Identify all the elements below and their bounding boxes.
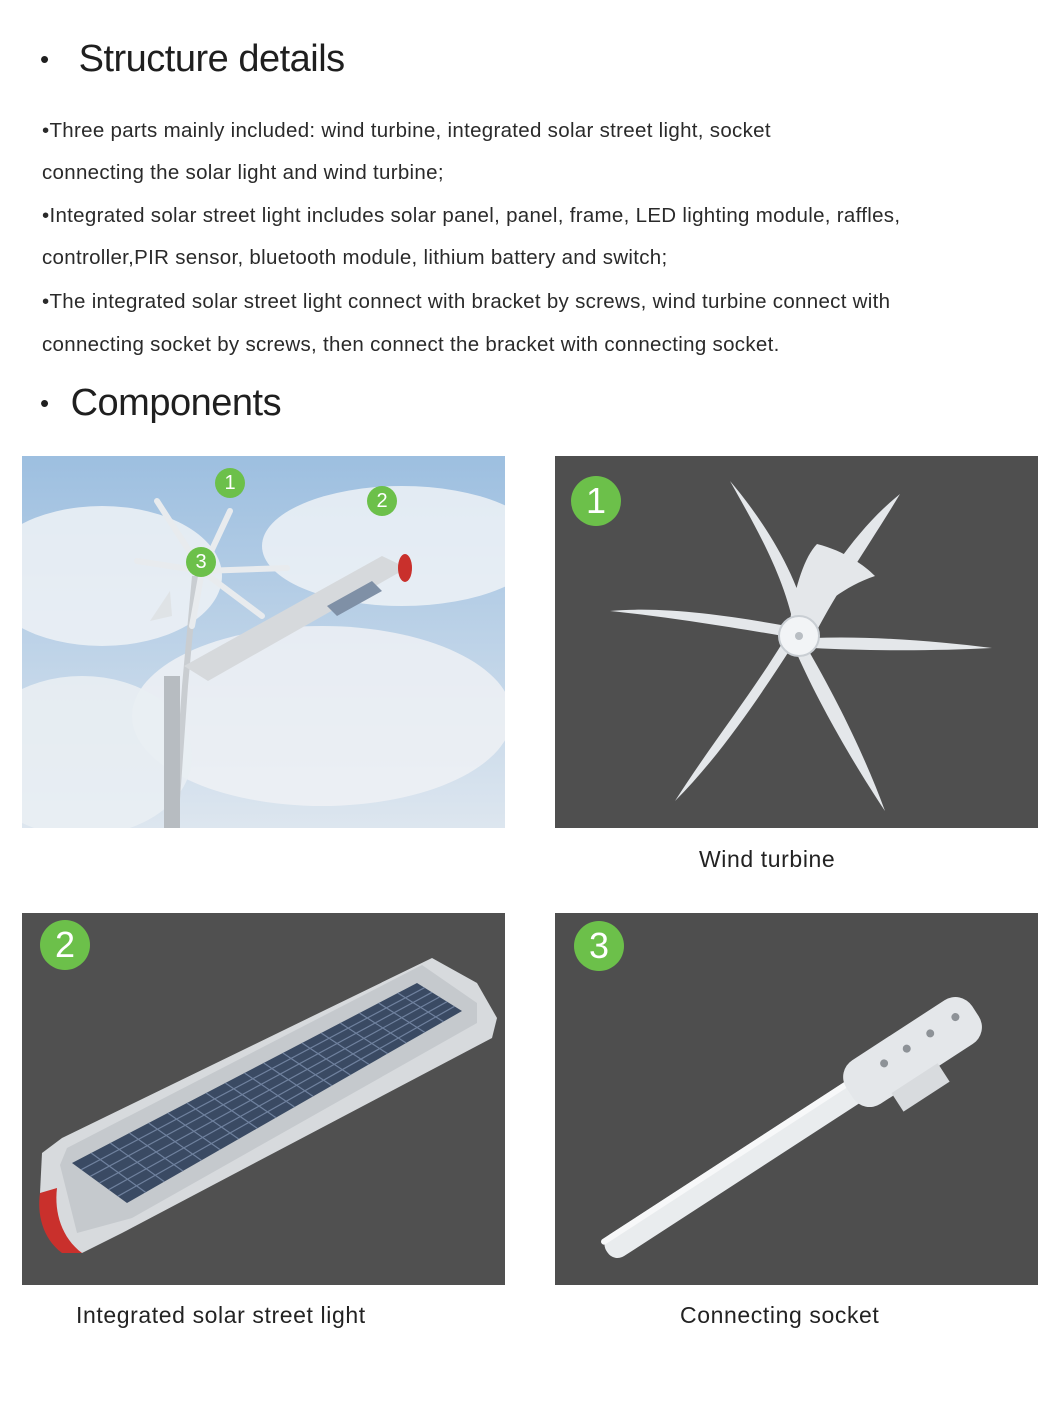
- component-badge-1: 1: [571, 476, 621, 526]
- structure-line-6: connecting socket by screws, then connect the bracket with connecting socket.: [42, 333, 780, 356]
- structure-line-1: •Three parts mainly included: wind turbine, integrated solar street light, socket: [42, 119, 771, 142]
- component-badge-2: 2: [40, 920, 90, 970]
- heading-bullet: •: [40, 44, 49, 74]
- heading-bullet: •: [40, 388, 49, 418]
- solar-street-light-caption: Integrated solar street light: [76, 1302, 366, 1328]
- structure-line-2: connecting the solar light and wind turbine;: [42, 161, 444, 184]
- overview-marker-3: 3: [186, 547, 216, 577]
- connecting-socket-photo: [555, 913, 1038, 1285]
- components-title: Components: [70, 382, 282, 424]
- structure-details-title: Structure details: [78, 38, 345, 80]
- structure-line-3: •Integrated solar street light includes solar panel, panel, frame, LED lighting module, raffles,: [42, 204, 901, 227]
- wind-turbine-caption: Wind turbine: [699, 846, 836, 872]
- overview-marker-1: 1: [215, 468, 245, 498]
- wind-turbine-photo: [555, 456, 1038, 828]
- overview-marker-2: 2: [367, 486, 397, 516]
- structure-line-4: controller,PIR sensor, bluetooth module, lithium battery and switch;: [42, 246, 668, 269]
- structure-details-heading: [40, 38, 345, 81]
- connecting-socket-caption: Connecting socket: [680, 1302, 880, 1328]
- assembled-light-photo: [22, 456, 505, 828]
- component-badge-3: 3: [574, 921, 624, 971]
- solar-street-light-photo: [22, 913, 505, 1285]
- structure-line-5: •The integrated solar street light connect with bracket by screws, wind turbine connect with: [42, 290, 891, 313]
- components-heading: [40, 382, 281, 425]
